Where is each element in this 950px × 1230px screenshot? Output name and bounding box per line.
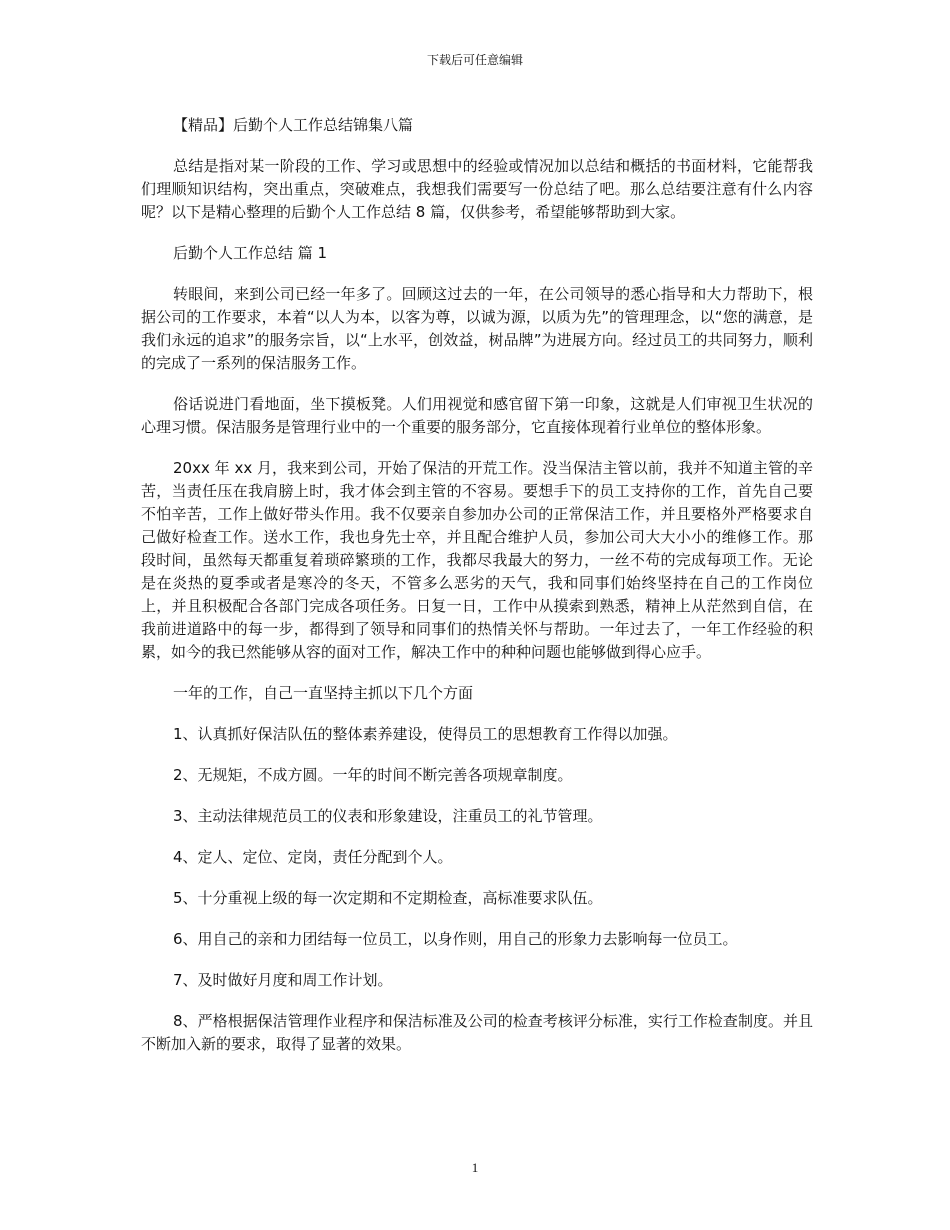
page-header-note: 下载后可任意编辑 (426, 53, 523, 67)
list-item: 4、定人、定位、定岗，责任分配到个人。 (173, 848, 453, 866)
document-body (141, 114, 813, 1074)
body-paragraph: 俗话说进门看地面，坐下摸板凳。人们用视觉和感官留下第一印象，这就是人们审视卫生状况的心理习惯。保洁服务是管理行业中的一个重要的服务部分，它直接体现着行业单位的整体形象。 (141, 395, 813, 436)
intro-paragraph: 总结是指对某一阶段的工作、学习或思想中的经验或情况加以总结和概括的书面材料，它能帮我们理顺知识结构，突出重点，突破难点，我想我们需要写一份总结了吧。那么总结要注意有什么内容呢？以下是精心整理的后勤个人工作总结 8 篇，仅供参考，希望能够帮助到大家。 (141, 157, 813, 221)
list-item: 7、及时做好月度和周工作计划。 (173, 971, 393, 989)
page-number: 1 (471, 1160, 479, 1175)
list-item: 5、十分重视上级的每一次定期和不定期检查，高标准要求队伍。 (173, 889, 603, 907)
section-heading: 后勤个人工作总结 篇 1 (173, 244, 328, 262)
body-paragraph: 20xx 年 xx 月，我来到公司，开始了保洁的开荒工作。没当保洁主管以前，我并不知道主管的辛苦，当责任压在我肩膀上时，我才体会到主管的不容易。要想手下的员工支持你的工作，首先自己要不怕辛苦，工作上做好带头作用。我不仅要亲自参加办公司的正常保洁工作，并且要格外严格要求自己做好检查工作。送水工作，我也身先士卒，并且配合维护人员，参加公司大大小小的维修工作。那段时间，虽然每天都重复着琐碎繁琐的工作，我都尽我最大的努力，一丝不苟的完成每项工作。无论是在炎热的夏季或者是寒冷的冬天，不管多么恶劣的天气，我和同事们始终坚持在自己的工作岗位上，并且积极配合各部门完成各项任务。日复一日，工作中从摸索到熟悉，精神上从茫然到自信，在我前进道路中的每一步，都得到了领导和同事们的热情关怀与帮助。一年过去了，一年工作经验的积累，如今的我已然能够从容的面对工作，解决工作中的种种问题也能够做到得心应手。 (141, 459, 813, 661)
list-item: 3、主动法律规范员工的仪表和形象建设，注重员工的礼节管理。 (173, 807, 603, 825)
list-item: 1、认真抓好保洁队伍的整体素养建设，使得员工的思想教育工作得以加强。 (173, 725, 678, 743)
list-item: 8、严格根据保洁管理作业程序和保洁标准及公司的检查考核评分标准，实行工作检查制度。并且不断加入新的要求，取得了显著的效果。 (141, 1012, 813, 1053)
list-intro-paragraph: 一年的工作，自己一直坚持主抓以下几个方面 (173, 684, 474, 702)
body-paragraph: 转眼间，来到公司已经一年多了。回顾这过去的一年，在公司领导的悉心指导和大力帮助下，根据公司的工作要求，本着“以人为本，以客为尊，以诚为源，以质为先”的管理理念，以“您的满意，是我们永远的追求”的服务宗旨，以“上水平，创效益，树品牌”为进展方向。经过员工的共同努力，顺利的完成了一系列的保洁服务工作。 (141, 285, 813, 372)
list-item: 2、无规矩，不成方圆。一年的时间不断完善各项规章制度。 (173, 766, 573, 784)
list-item: 6、用自己的亲和力团结每一位员工，以身作则，用自己的形象力去影响每一位员工。 (173, 930, 738, 948)
document-title: 【精品】后勤个人工作总结锦集八篇 (173, 116, 414, 134)
